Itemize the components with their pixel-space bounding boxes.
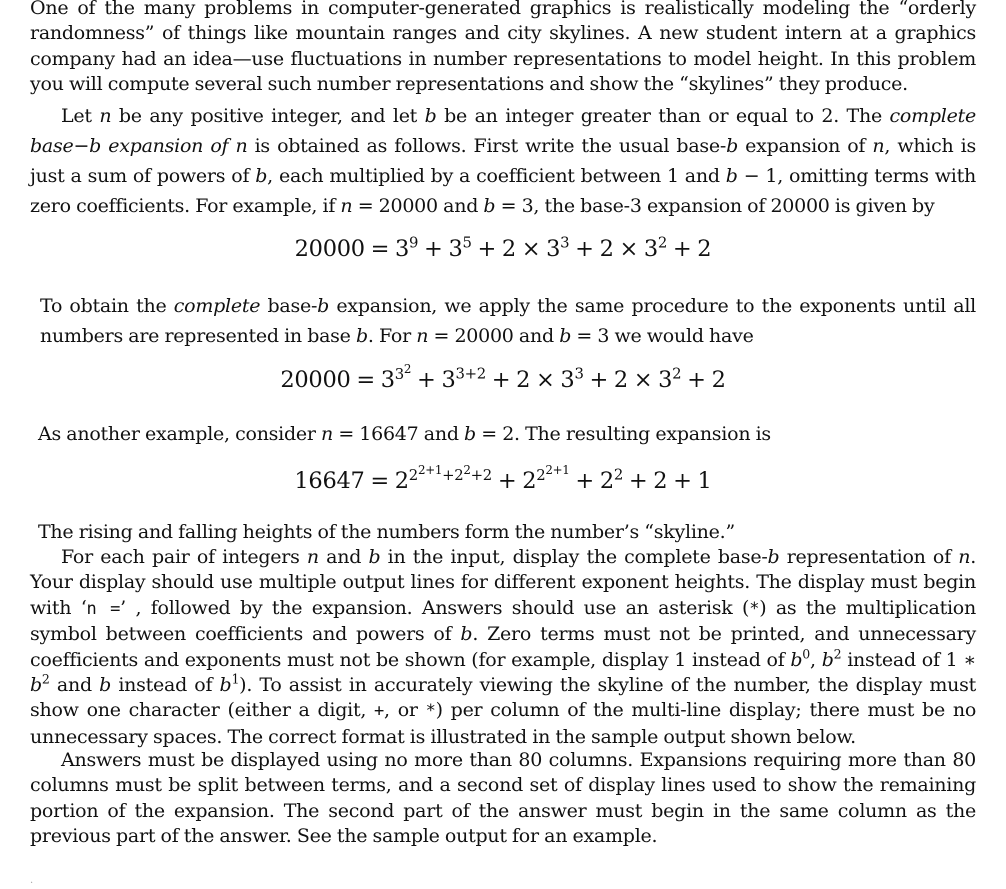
text-run: and: [49, 674, 100, 697]
text-run: expansion, we apply the same procedure to the exponents until all numbers are represented in base: [40, 295, 977, 347]
text-run: ) as the multiplication symbol between coefficients and powers of: [30, 596, 976, 646]
text-run: The rising and falling heights of the numbers form the number’s “skyline.”: [38, 521, 735, 543]
equation-base3-expansion: $20000 = 3^9 + 3^5 + 2 \times 3^3 + 2 \times 3^2 + 2$: [294, 233, 712, 262]
paragraph-column-limit: [30, 748, 976, 850]
text-run: Let: [61, 105, 100, 127]
text-run: = 3 we would have: [571, 325, 754, 347]
text-run: , or: [384, 699, 426, 722]
text-run: . Your display should use multiple output lines for different exponent heights. The display must begin with ‘: [30, 546, 976, 619]
text-run: ’ , followed by the expansion. Answers should use an asterisk (: [120, 596, 750, 619]
paragraph-output-rules: For each pair of integers n and b in the input, display the complete base-b representation of n. Your display should use multiple output lines for different exponent heights. The display must begin with ‘n =’ , followed by the expansion. Answers should use an asterisk (*) as the multiplication symbol between coefficients and powers of b. Zero terms must not be printed, and unnecessary coefficients and exponents must not be shown (for example, display 1 instead of $b^0$, $b^2$ instead of 1 ∗ $b^2$ and b instead of $b^1$). To assist in accurately viewing the skyline of the number, the display must show one character (either a digit, +, or *) per column of the multi-line display; there must be no unnecessary spaces. The correct format is illustrated in the sample output shown below.: [30, 546, 977, 748]
text-run: in the input, display the complete base-: [380, 546, 768, 568]
code-asterisk: *: [749, 598, 760, 619]
text-run: be an integer greater than or equal to 2. The: [436, 105, 890, 127]
text-run: = 16647 and: [333, 423, 465, 445]
text-run: ,: [810, 648, 822, 671]
code-plus: +: [374, 701, 385, 722]
paragraph-skyline: [38, 520, 976, 545]
intro-text: One of the many problems in computer-generated graphics is realistically modeling the “orderly randomness” of things like mountain ranges and city skylines. A new student intern at a graphics company had an idea—use fluctuations in number representations to model height. In this problem you will compute several such number representations and show the “skylines” they produce.: [30, 0, 976, 96]
equation-complete-20000: $20000 = 3^{3^2} + 3^{3+2} + 2 \times 3^3 + 2 \times 3^2 + 2$: [280, 361, 726, 393]
text-run: be any positive integer, and let: [111, 105, 425, 127]
text-run: As another example, consider: [38, 423, 322, 445]
text-run: ) per column of the multi-line display; there must be no unnecessary spaces. The correct format is illustrated in the sample output shown below.: [30, 699, 977, 748]
text-run: To obtain the: [40, 295, 174, 317]
text-run: Answers must be displayed using no more than 80 columns. Expansions requiring more than 80 columns must be split between terms, and a second set of display lines used to show the remaining portion of the expansion. The second part of the answer must begin in the same column as the previous part of the answer. See the sample output for an example.: [30, 749, 976, 848]
paragraph-complete-expansion: To obtain the complete base-b expansion, we apply the same procedure to the exponents until all numbers are represented in base b. For n = 20000 and b = 3 we would have: [40, 295, 977, 347]
text-run: = 2. The resulting expansion is: [475, 423, 771, 445]
text-run: . For: [367, 325, 417, 347]
paragraph-definition: Let n be any positive integer, and let b be an integer greater than or equal to 2. The complete base−b expansion of n is obtained as follows. First write the usual base-b expansion of n, which is just a sum of powers of b, each multiplied by a coefficient between 1 and b − 1, omitting terms with zero coefficients. For example, if n = 20000 and b = 3, the base-3 expansion of 20000 is given by: [30, 105, 977, 217]
text-run: is obtained as follows. First write the usual base-: [247, 135, 727, 157]
paragraph-intro: [30, 0, 976, 98]
text-run: For each pair of integers: [61, 546, 307, 568]
text-run: base-: [260, 295, 318, 317]
page-cutoff-mark: ·: [30, 878, 34, 889]
text-run: instead of: [111, 674, 220, 697]
text-run: , omitting terms with zero coefficients. For example, if: [30, 165, 976, 217]
text-run: ). To assist in accurately viewing the skyline of the number, the display must show one character (either a digit,: [30, 674, 977, 722]
code-n-equals: n =: [86, 598, 121, 619]
text-run: , each multiplied by a coefficient between 1 and: [267, 165, 726, 187]
text-run: = 20000 and: [352, 195, 484, 217]
emphasis: complete: [173, 295, 261, 317]
text-run: . Zero terms must not be printed, and unnecessary coefficients and exponents must not be shown (for example, display 1 instead of: [30, 623, 976, 671]
defined-term: complete base−b expansion of n: [30, 105, 976, 157]
code-asterisk: *: [425, 701, 436, 722]
text-run: = 3, the base-3 expansion of 20000 is given by: [495, 195, 935, 217]
text-run: = 20000 and: [428, 325, 560, 347]
paragraph-second-example: As another example, consider n = 16647 and b = 2. The resulting expansion is: [38, 423, 771, 445]
text-run: instead of 1 ∗: [841, 648, 976, 671]
text-run: representation of: [779, 546, 959, 568]
text-run: , which is just a sum of powers of: [30, 135, 977, 187]
text-run: and: [318, 546, 369, 568]
text-run: expansion of: [738, 135, 873, 157]
equation-complete-16647: $16647 = 2^{2^{2+1}+2^2+2} + 2^{2^{2+1}} + 2^2 + 2 + 1$: [294, 462, 712, 494]
